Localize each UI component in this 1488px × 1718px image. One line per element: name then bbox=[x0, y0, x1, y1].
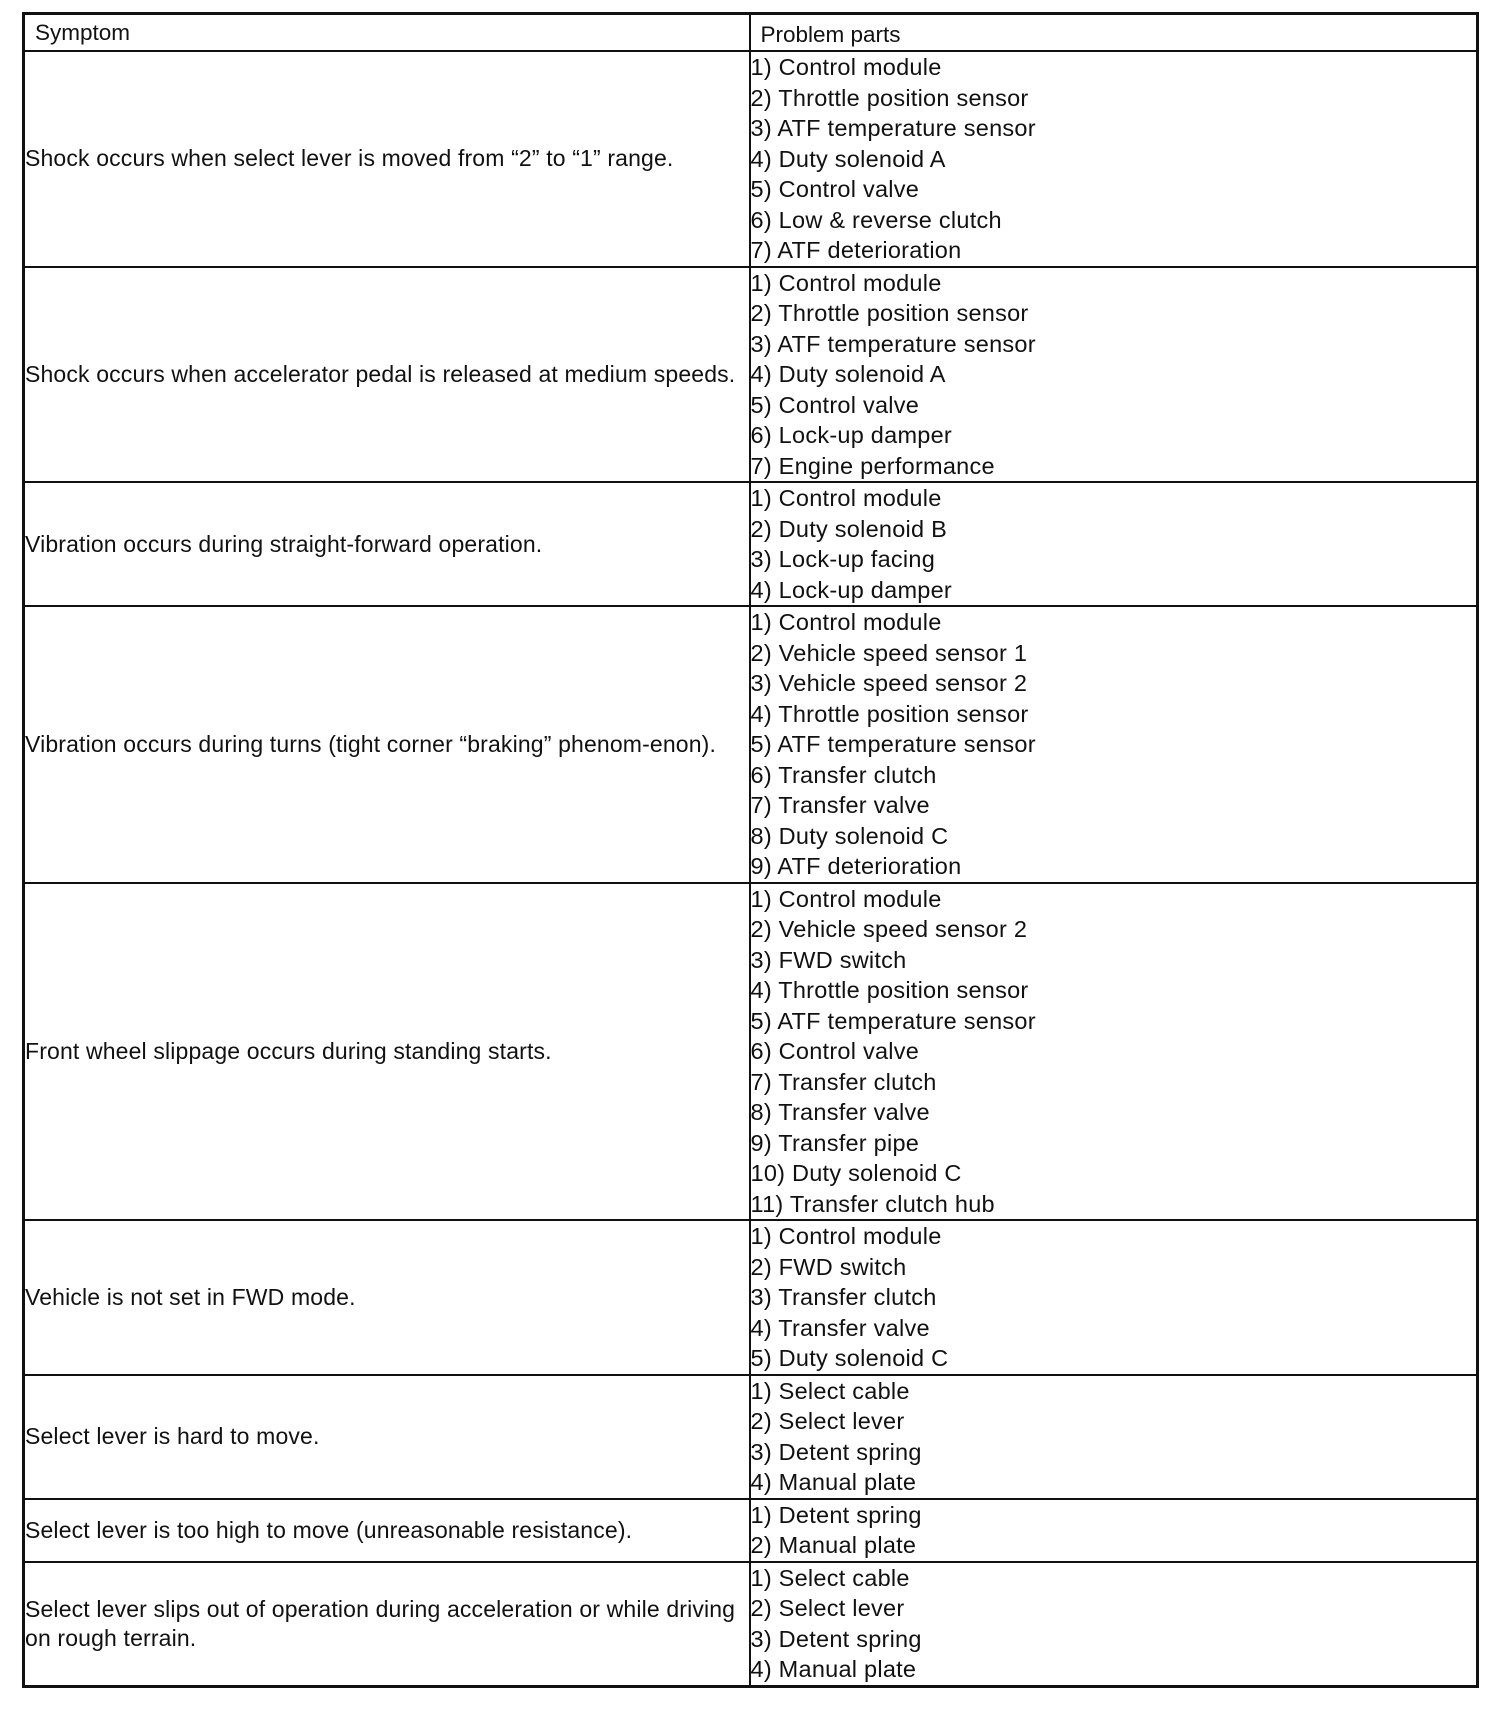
table-header-row bbox=[24, 14, 1478, 52]
symptom-cell: Select lever is hard to move. bbox=[24, 1375, 750, 1499]
symptom-cell: Front wheel slippage occurs during standing starts. bbox=[24, 883, 750, 1221]
symptom-cell: Vehicle is not set in FWD mode. bbox=[24, 1220, 750, 1375]
problem-part-item: 3) Transfer clutch bbox=[750, 1284, 937, 1310]
problem-parts-cell bbox=[750, 1375, 1478, 1499]
problem-parts-cell bbox=[750, 606, 1478, 883]
problem-part-item: 1) Select cable bbox=[750, 1564, 910, 1591]
problem-part-item: 2) Throttle position sensor bbox=[750, 300, 1029, 326]
problem-part-item: 9) Transfer pipe bbox=[750, 1129, 920, 1156]
problem-part-item: 2) Throttle position sensor bbox=[750, 84, 1029, 111]
problem-part-item: 3) ATF temperature sensor bbox=[750, 330, 1036, 357]
problem-part-item: 5) Control valve bbox=[750, 176, 920, 202]
problem-parts-cell bbox=[750, 1220, 1478, 1375]
problem-part-item: 10) Duty solenoid C bbox=[750, 1160, 962, 1186]
problem-part-item: 4) Lock-up damper bbox=[750, 576, 952, 603]
problem-parts-cell bbox=[750, 1499, 1478, 1562]
problem-part-item: 3) Detent spring bbox=[750, 1625, 922, 1652]
problem-parts-list bbox=[751, 607, 1477, 882]
symptom-cell: Shock occurs when accelerator pedal is released at medium speeds. bbox=[24, 267, 750, 483]
problem-part-item: 7) ATF deterioration bbox=[750, 237, 962, 263]
problem-parts-list bbox=[751, 1376, 1477, 1498]
problem-parts-list bbox=[751, 1500, 1477, 1561]
problem-part-item: 3) Detent spring bbox=[750, 1438, 922, 1465]
problem-parts-list bbox=[751, 268, 1477, 482]
problem-part-item: 5) Control valve bbox=[750, 391, 920, 418]
symptom-cell: Select lever is too high to move (unreasonable resistance). bbox=[24, 1499, 750, 1562]
problem-part-item: 7) Engine performance bbox=[750, 452, 995, 479]
problem-parts-cell bbox=[750, 482, 1478, 606]
problem-part-item: 2) Duty solenoid B bbox=[750, 515, 948, 542]
problem-parts-list bbox=[751, 1563, 1477, 1685]
table-row bbox=[24, 482, 1478, 606]
problem-part-item: 7) Transfer valve bbox=[750, 792, 930, 818]
problem-part-item: 3) Lock-up facing bbox=[750, 546, 936, 572]
problem-part-item: 6) Lock-up damper bbox=[750, 422, 952, 448]
problem-part-item: 4) Transfer valve bbox=[750, 1314, 930, 1341]
document-page bbox=[22, 12, 1476, 1688]
problem-part-item: 4) Throttle position sensor bbox=[750, 700, 1029, 727]
problem-parts-list bbox=[751, 1221, 1477, 1374]
problem-part-item: 6) Control valve bbox=[750, 1038, 920, 1064]
problem-part-item: 6) Transfer clutch bbox=[750, 761, 937, 788]
problem-part-item: 5) Duty solenoid C bbox=[750, 1345, 949, 1371]
problem-part-item: 2) Manual plate bbox=[750, 1532, 917, 1558]
problem-part-item: 4) Throttle position sensor bbox=[750, 977, 1029, 1003]
problem-part-item: 1) Control module bbox=[750, 609, 942, 635]
problem-part-item: 2) Select lever bbox=[750, 1408, 905, 1434]
problem-part-item: 4) Duty solenoid A bbox=[750, 361, 946, 387]
problem-parts-cell bbox=[750, 267, 1478, 483]
table-row bbox=[24, 606, 1478, 883]
symptom-cell: Shock occurs when select lever is moved from “2” to “1” range. bbox=[24, 51, 750, 267]
problem-parts-cell bbox=[750, 1562, 1478, 1687]
symptom-cell: Vibration occurs during straight-forward operation. bbox=[24, 482, 750, 606]
problem-part-item: 8) Duty solenoid C bbox=[750, 822, 949, 849]
problem-part-item: 4) Duty solenoid A bbox=[750, 145, 946, 172]
problem-parts-cell bbox=[750, 51, 1478, 267]
problem-part-item: 7) Transfer clutch bbox=[750, 1068, 937, 1095]
table-row bbox=[24, 1562, 1478, 1687]
problem-part-item: 1) Control module bbox=[750, 485, 942, 511]
problem-part-item: 5) ATF temperature sensor bbox=[750, 1007, 1036, 1034]
problem-part-item: 2) FWD switch bbox=[750, 1253, 907, 1280]
problem-part-item: 6) Low & reverse clutch bbox=[750, 206, 1002, 233]
problem-part-item: 4) Manual plate bbox=[750, 1656, 917, 1682]
problem-part-item: 1) Select cable bbox=[750, 1377, 910, 1404]
symptom-cell: Vibration occurs during turns (tight corner “braking” phenom-enon). bbox=[24, 606, 750, 883]
table-row bbox=[24, 1499, 1478, 1562]
problem-parts-cell bbox=[750, 883, 1478, 1221]
problem-part-item: 2) Vehicle speed sensor 2 bbox=[750, 916, 1028, 942]
problem-parts-list bbox=[751, 483, 1477, 605]
problem-part-item: 2) Select lever bbox=[750, 1595, 905, 1621]
table-row bbox=[24, 267, 1478, 483]
problem-parts-list bbox=[751, 884, 1477, 1220]
problem-part-item: 3) ATF temperature sensor bbox=[750, 115, 1036, 141]
table-row bbox=[24, 1220, 1478, 1375]
problem-part-item: 1) Control module bbox=[750, 269, 942, 296]
problem-part-item: 2) Vehicle speed sensor 1 bbox=[750, 639, 1028, 666]
problem-part-item: 9) ATF deterioration bbox=[750, 853, 962, 879]
header-symptom: Symptom bbox=[24, 14, 750, 52]
table-row bbox=[24, 883, 1478, 1221]
problem-part-item: 3) FWD switch bbox=[750, 946, 907, 973]
problem-part-item: 1) Control module bbox=[750, 885, 942, 912]
problem-part-item: 4) Manual plate bbox=[750, 1469, 917, 1495]
problem-part-item: 3) Vehicle speed sensor 2 bbox=[750, 670, 1028, 696]
table-body bbox=[24, 51, 1478, 1686]
problem-part-item: 8) Transfer valve bbox=[750, 1099, 930, 1125]
problem-part-item: 11) Transfer clutch hub bbox=[750, 1190, 995, 1217]
problem-parts-list bbox=[751, 52, 1477, 266]
problem-part-item: 1) Control module bbox=[750, 54, 942, 80]
table-row bbox=[24, 51, 1478, 267]
table-row bbox=[24, 1375, 1478, 1499]
header-problem-parts: Problem parts bbox=[750, 14, 1478, 52]
problem-part-item: 1) Control module bbox=[750, 1223, 942, 1249]
symptom-cell: Select lever slips out of operation during acceleration or while driving on rough terrain. bbox=[24, 1562, 750, 1687]
symptom-parts-table bbox=[22, 12, 1479, 1688]
problem-part-item: 5) ATF temperature sensor bbox=[750, 731, 1036, 757]
problem-part-item: 1) Detent spring bbox=[750, 1501, 922, 1528]
